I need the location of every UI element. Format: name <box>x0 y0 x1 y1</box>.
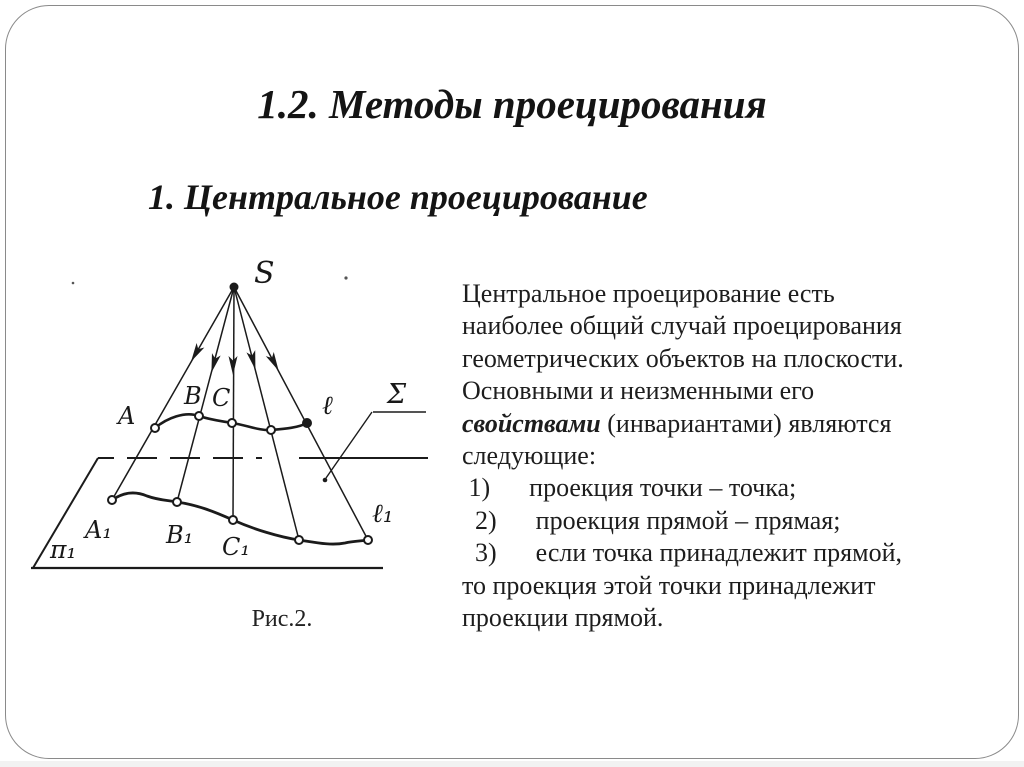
body-line: Центральное проецирование есть <box>462 279 835 308</box>
ray-s-d1 <box>234 287 299 540</box>
body-line: 2) проекция прямой – прямая; <box>462 505 841 535</box>
body-line: проекции прямой. <box>462 603 664 633</box>
label-l1: ℓ₁ <box>372 499 394 529</box>
label-l: ℓ <box>322 391 333 421</box>
bottom-strip <box>0 761 1024 767</box>
point-b1 <box>173 498 181 506</box>
point-a1 <box>108 496 116 504</box>
label-c1: C₁ <box>222 533 250 561</box>
label-a: A <box>118 402 136 430</box>
body-line: 1) проекция точки – точка; <box>462 473 797 503</box>
sigma-leader-tip <box>323 478 328 483</box>
body-line: Основными и неизменными его <box>462 376 815 406</box>
ray-s-l1 <box>234 287 368 540</box>
slide-title: 1.2. Методы проецирования <box>257 81 767 127</box>
ray-s-c1 <box>233 287 234 520</box>
label-b: B <box>184 382 202 410</box>
speck <box>72 282 75 285</box>
point-c1 <box>229 516 237 524</box>
sigma-leader-diagonal <box>326 412 372 478</box>
point-a <box>151 424 159 432</box>
sigma-leader <box>326 412 426 478</box>
body-line: свойствами (инвариантами) являются <box>462 408 892 438</box>
point-l <box>302 418 312 428</box>
body-line: следующие: <box>462 441 597 471</box>
point-l1 <box>364 536 372 544</box>
point-b <box>195 412 203 420</box>
point-d <box>267 426 275 434</box>
body-line: наиболее общий случай проецирования <box>462 311 902 341</box>
central-projection-figure <box>28 252 468 652</box>
body-line: 3) если точка принадлежит прямой, <box>462 538 902 568</box>
point-s <box>230 283 239 292</box>
label-c: C <box>212 384 231 412</box>
ray-arrowheads <box>187 343 283 375</box>
point-d1 <box>295 536 303 544</box>
body-text <box>462 278 1022 634</box>
slide-subtitle: 1. Центральное проецирование <box>148 177 648 217</box>
body-line: геометрических объектов на плоскости. <box>462 343 904 373</box>
label-b1: B₁ <box>166 521 194 549</box>
speck <box>344 276 347 279</box>
label-a1: A₁ <box>85 516 112 544</box>
label-s: S <box>254 256 275 291</box>
label-sigma: Σ <box>387 379 407 410</box>
point-c <box>228 419 236 427</box>
body-line: то проекция этой точки принадлежит <box>462 570 876 600</box>
figure-caption: Рис.2. <box>251 606 313 632</box>
label-pi1: π₁ <box>50 535 77 564</box>
